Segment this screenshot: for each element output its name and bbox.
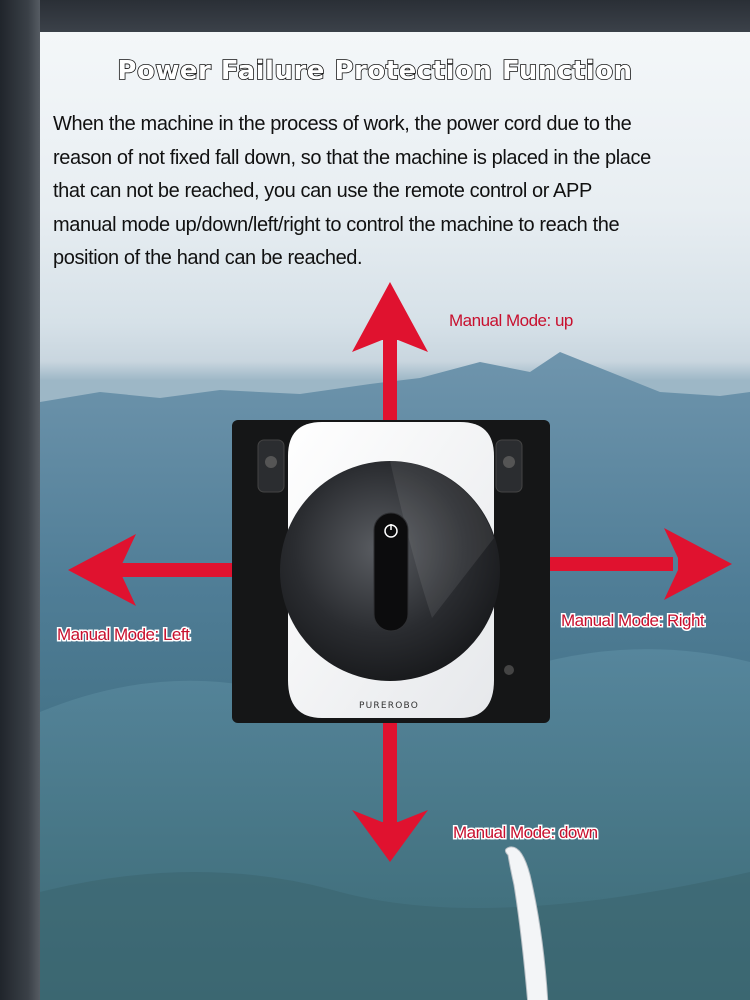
arrow-down-icon bbox=[352, 722, 428, 862]
arrow-right-icon bbox=[548, 528, 732, 600]
description-line: reason of not fixed fall down, so that the machine is placed in the place bbox=[53, 146, 651, 169]
description-line: When the machine in the process of work, the power cord due to the bbox=[53, 113, 632, 135]
label-manual-mode-right: Manual Mode: Right bbox=[561, 611, 705, 630]
label-manual-mode-up: Manual Mode: up bbox=[449, 311, 573, 330]
window-robot-device bbox=[232, 418, 550, 723]
description-line: position of the hand can be reached. bbox=[53, 247, 363, 269]
page-title: Power Failure Protection Function bbox=[117, 56, 633, 86]
brand-logo: PUREROBO bbox=[359, 701, 419, 711]
label-manual-mode-left: Manual Mode: Left bbox=[57, 625, 190, 644]
label-manual-mode-down: Manual Mode: down bbox=[453, 823, 598, 842]
description-line: manual mode up/down/left/right to control the machine to reach the bbox=[53, 213, 620, 236]
arrow-left-icon bbox=[68, 534, 234, 606]
arrow-up-icon bbox=[352, 282, 428, 420]
description-line: that can not be reached, you can use the remote control or APP bbox=[53, 180, 592, 202]
